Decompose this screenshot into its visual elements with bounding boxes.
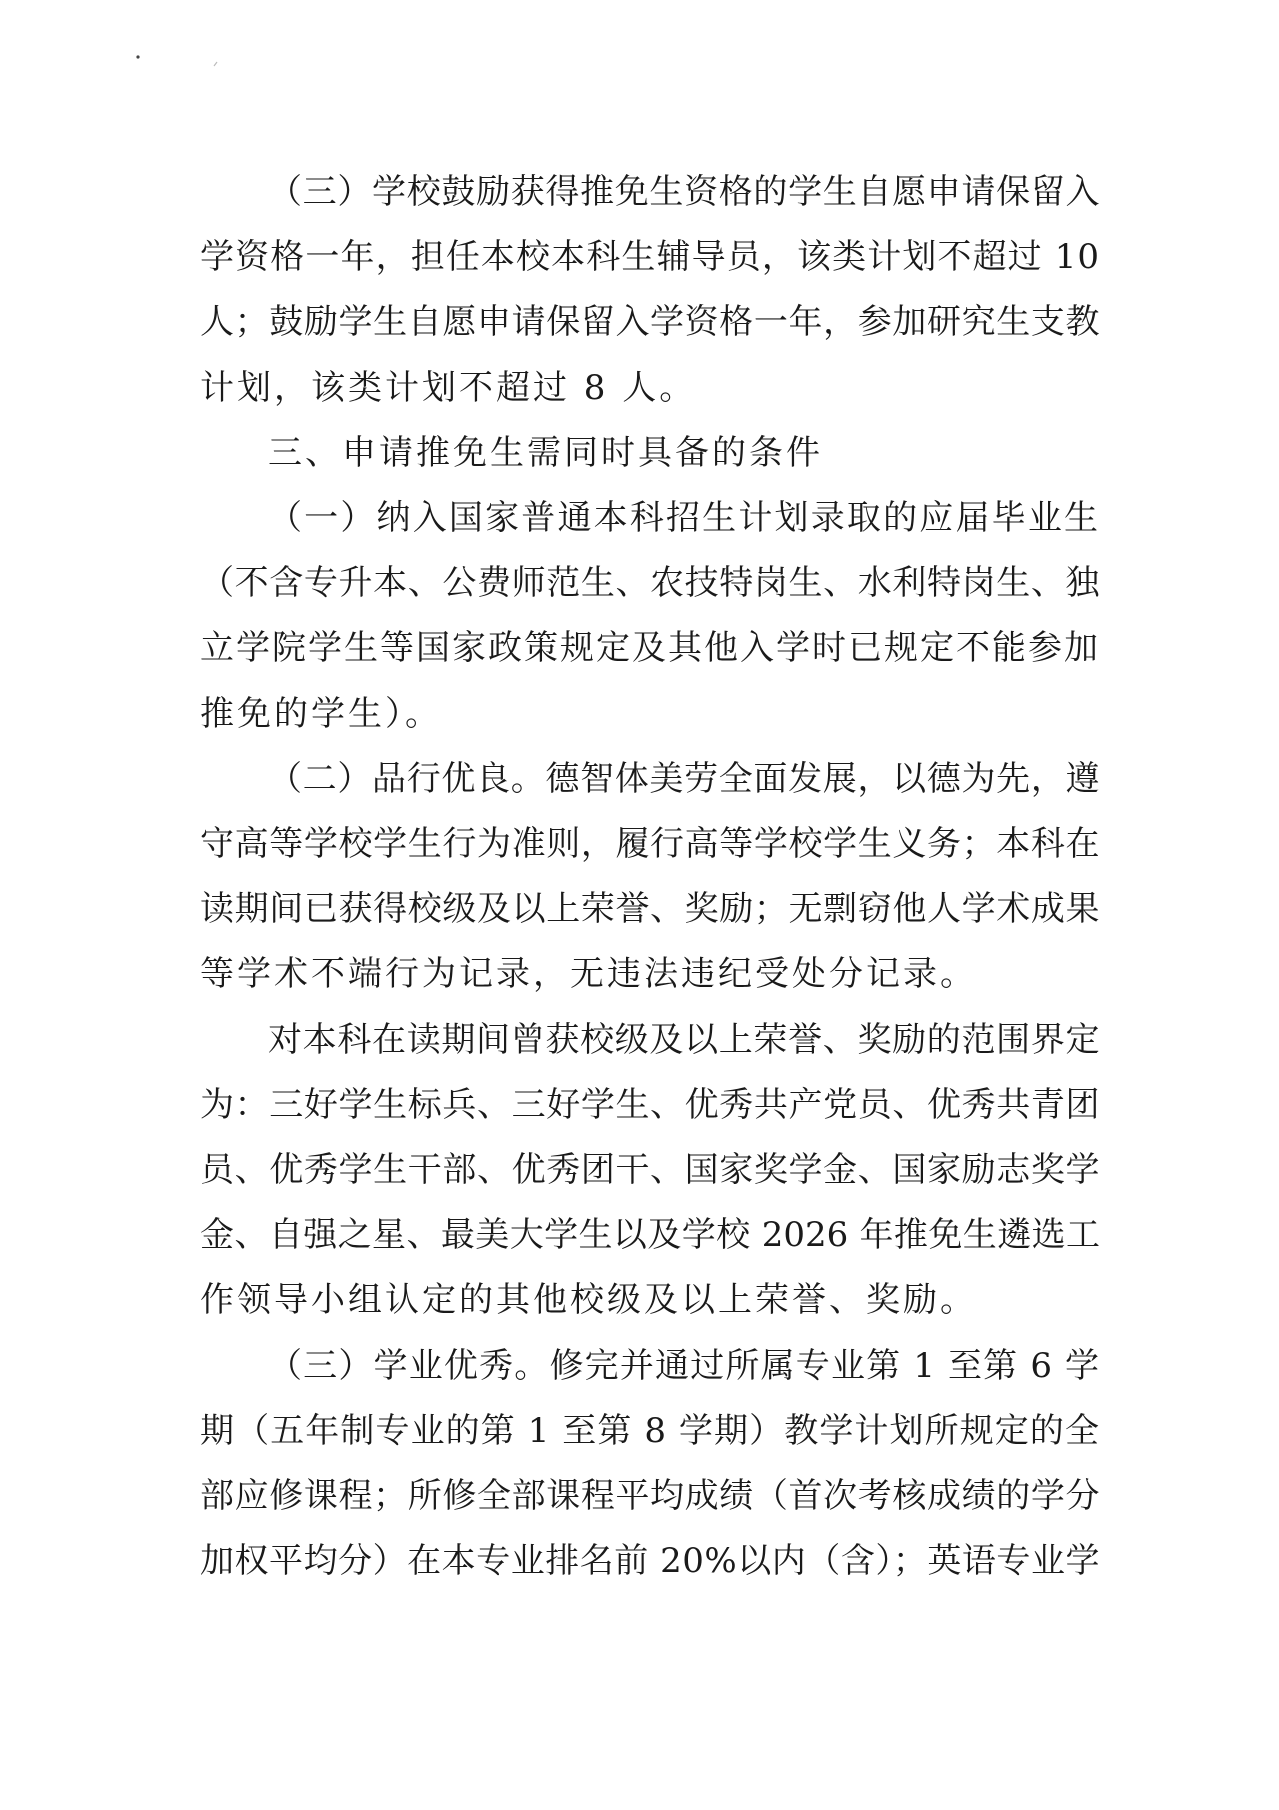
text-line: （一）纳入国家普通本科招生计划录取的应届毕业生 bbox=[268, 498, 1100, 539]
text-line: 为：三好学生标兵、三好学生、优秀共产党员、优秀共青团 bbox=[200, 1084, 1100, 1125]
scan-speck bbox=[136, 55, 139, 58]
text-line: 作领导小组认定的其他校级及以上荣誉、奖励。 bbox=[200, 1280, 977, 1321]
text-line: 人；鼓励学生自愿申请保留入学资格一年，参加研究生支教 bbox=[200, 302, 1100, 343]
text-line: 对本科在读期间曾获校级及以上荣誉、奖励的范围界定 bbox=[268, 1019, 1100, 1060]
text-line: （二）品行优良。德智体美劳全面发展，以德为先，遵 bbox=[268, 758, 1100, 799]
text-line: 部应修课程；所修全部课程平均成绩（首次考核成绩的学分 bbox=[200, 1476, 1100, 1517]
body-text bbox=[200, 160, 1100, 1594]
scan-specks bbox=[0, 0, 1279, 120]
text-line: 学资格一年，担任本校本科生辅导员，该类计划不超过 10 bbox=[200, 237, 1100, 278]
text-line: 期（五年制专业的第 1 至第 8 学期）教学计划所规定的全 bbox=[200, 1410, 1100, 1451]
text-line: 立学院学生等国家政策规定及其他入学时已规定不能参加 bbox=[200, 628, 1100, 669]
text-line: 加权平均分）在本专业排名前 20%以内（含）；英语专业学 bbox=[200, 1541, 1100, 1582]
text-line: 守高等学校学生行为准则，履行高等学校学生义务；本科在 bbox=[200, 824, 1100, 865]
text-line: 金、自强之星、最美大学生以及学校 2026 年推免生遴选工 bbox=[200, 1215, 1100, 1256]
text-line: 推免的学生）。 bbox=[200, 693, 442, 734]
text-line: （三）学业优秀。修完并通过所属专业第 1 至第 6 学 bbox=[268, 1345, 1100, 1386]
text-line: （三）学校鼓励获得推免生资格的学生自愿申请保留入 bbox=[268, 172, 1100, 212]
scan-speck bbox=[214, 62, 217, 66]
text-line: 等学术不端行为记录，无违法违纪受处分记录。 bbox=[200, 954, 977, 995]
text-line: 计划，该类计划不超过 8 人。 bbox=[200, 367, 697, 408]
text-line: 三、申请推免生需同时具备的条件 bbox=[268, 432, 823, 473]
text-line: 读期间已获得校级及以上荣誉、奖励；无剽窃他人学术成果 bbox=[200, 889, 1100, 930]
text-line: 员、优秀学生干部、优秀团干、国家奖学金、国家励志奖学 bbox=[200, 1150, 1100, 1191]
text-line: （不含专升本、公费师范生、农技特岗生、水利特岗生、独 bbox=[200, 563, 1100, 604]
